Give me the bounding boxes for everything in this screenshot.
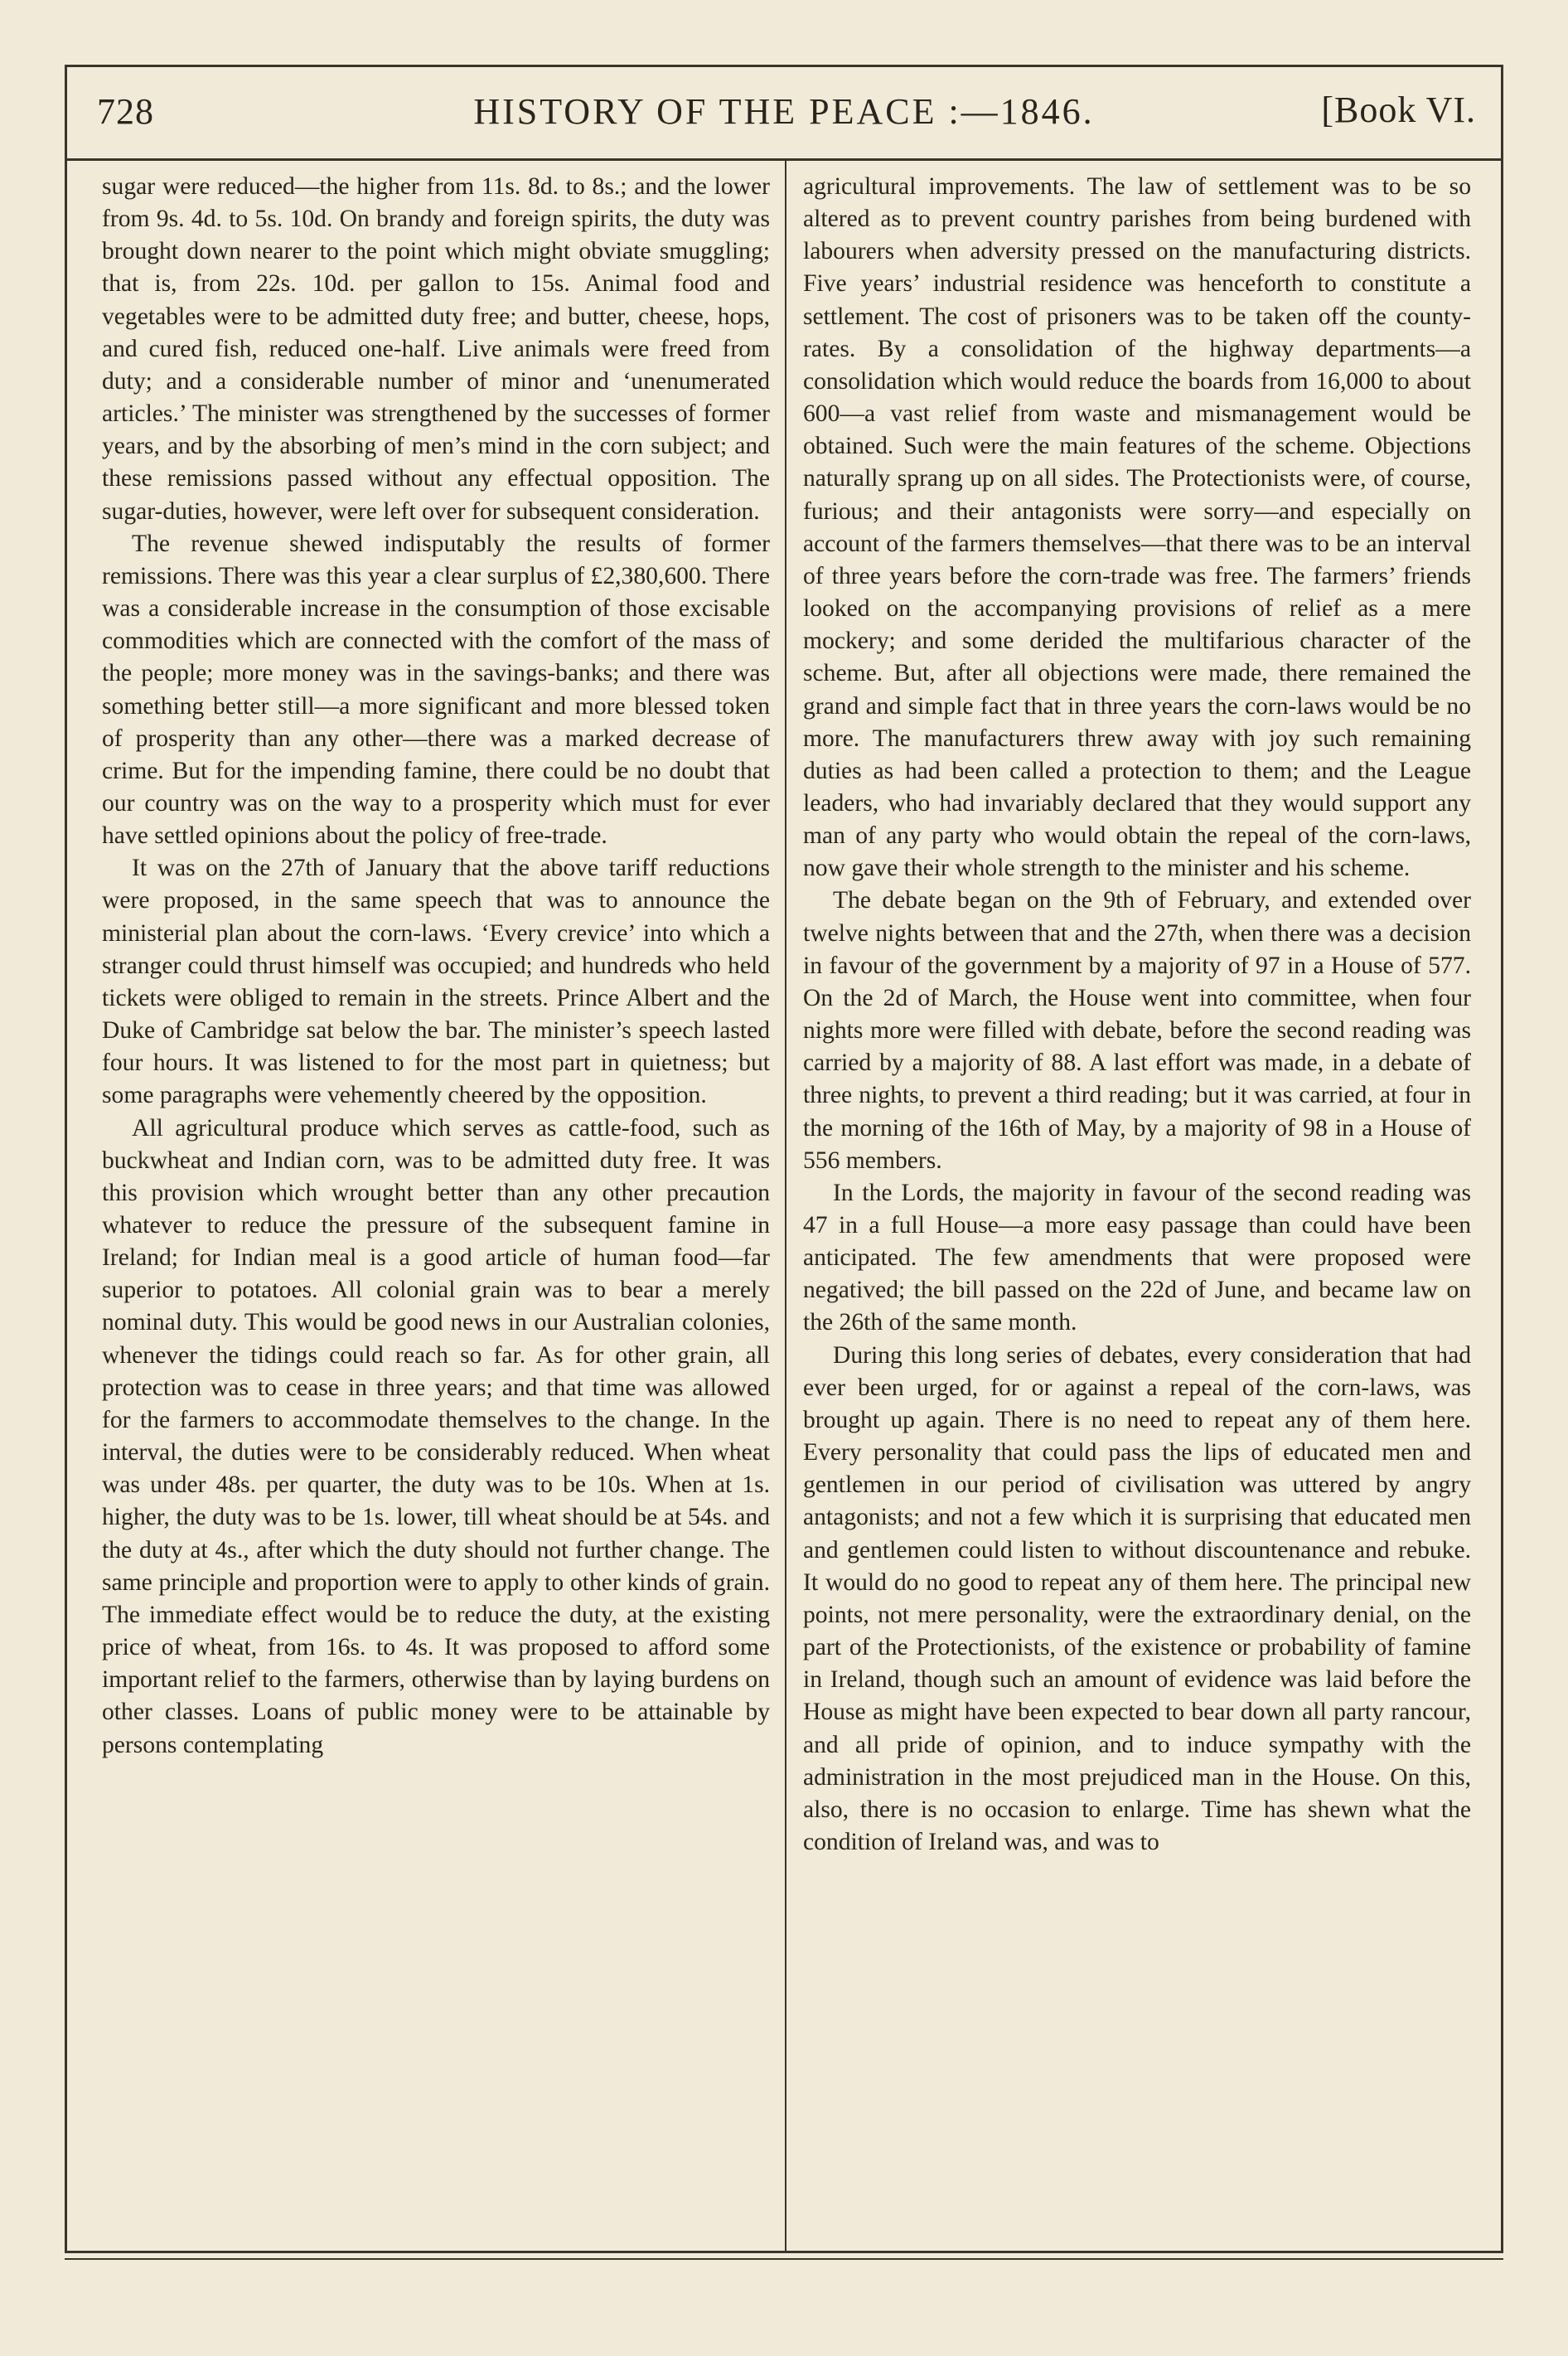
paragraph: agricultural improvements. The law of settlement was to be so altered as to prevent country parishes from being burdened with labourers when adversity pressed on the manufacturing districts. Five years’ industrial residence was henceforth to constitute a settlement. The cost of prisoners was to be taken off the county-rates. By a consolidation of the highway departments—a consolidation which would reduce the boards from 16,000 to about 600—a vast relief from waste and mismanagement would be obtained. Such were the main features of the scheme. Objections naturally sprang up on all sides. The Protectionists were, of course, furious; and their antagonists were sorry—and especially on account of the farmers themselves—that there was to be an interval of three years before the corn-trade was free. The farmers’ friends looked on the accompanying provisions of relief as a mere mockery; and some derided the multifarious character of the scheme. But, after all objections were made, there remained the grand and simple fact that in three years the corn-laws would be no more. The manufacturers threw away with joy such remaining duties as had been called a protection to them; and the League leaders, who had invariably declared that they would support any man of any party who would obtain the repeal of the corn-laws, now gave their whole strength to the minister and his scheme.	[803, 173, 1471, 882]
bottom-rule	[65, 2258, 1503, 2260]
left-column	[102, 171, 770, 2235]
paragraph: The revenue shewed indisputably the results of former remissions. There was this year a clear surplus of £2,380,600. There was a considerable increase in the consumption of those excisable commodities which are connected with the comfort of the mass of the people; more money was in the savings-banks; and there was something better still—a more significant and more blessed token of prosperity than any other—there was a marked decrease of crime. But for the impending famine, there could be no doubt that our country was on the way to a prosperity which must for ever have settled opinions about the policy of free-trade.	[102, 530, 770, 850]
paragraph: During this long series of debates, every consideration that had ever been urged, for or against a repeal of the corn-laws, was brought up again. There is no need to repeat any of them here. Every personality that could pass the lips of educated men and gentlemen in our period of civilisation was uttered by angry antagonists; and not a few which it is surprising that educated men and gentlemen could listen to without discountenance and rebuke. It would do no good to repeat any of them here. The principal new points, not mere personality, were the extraordinary denial, on the part of the Protectionists, of the existence or probability of famine in Ireland, though such an amount of evidence was laid before the House as might have been expected to bear down all party rancour, and all pride of opinion, and to induce sympathy with the administration in the most prejudiced man in the House. On this, also, there is no occasion to enlarge. Time has shewn what the condition of Ireland was, and was to	[803, 1341, 1471, 1855]
paragraph: It was on the 27th of January that the above tariff reductions were proposed, in the same speech that was to announce the ministerial plan about the corn-laws. ‘Every crevice’ into which a stranger could thrust himself was occupied; and hundreds who held tickets were obliged to remain in the streets. Prince Albert and the Duke of Cambridge sat below the bar. The minister’s speech lasted four hours. It was listened to for the most part in quietness; but some paragraphs were vehemently cheered by the opposition.	[102, 855, 770, 1109]
paragraph: All agricultural produce which serves as cattle-food, such as buckwheat and Indian corn, was to be admitted duty free. It was this provision which wrought better than any other precaution whatever to reduce the pressure of the subsequent famine in Ireland; for Indian meal is a good article of human food—far superior to potatoes. All colonial grain was to bear a merely nominal duty. This would be good news in our Australian colonies, whenever the tidings could reach so far. As for other grain, all protection was to cease in three years; and that time was allowed for the farmers to accommodate themselves to the change. In the interval, the duties were to be considerably reduced. When wheat was under 48s. per quarter, the duty was to be 10s. When at 1s. higher, the duty was to be 1s. lower, till wheat should be at 54s. and the duty at 4s., after which the duty should not further change. The same principle and proportion were to apply to other kinds of grain. The immediate effect would be to reduce the duty, at the existing price of wheat, from 16s. to 4s. It was proposed to afford some important relief to the farmers, otherwise than by laying burdens on other classes. Loans of public money were to be attainable by persons contemplating	[102, 1114, 770, 1758]
paragraph: The debate began on the 9th of February, and extended over twelve nights between that and the 27th, when there was a decision in favour of the government by a majority of 97 in a House of 577. On the 2d of March, the House went into committee, when four nights more were filled with debate, before the second reading was carried by a majority of 88. A last effort was made, in a debate of three nights, to prevent a third reading; but it was carried, at four in the morning of the 16th of May, by a majority of 98 in a House of 556 members.	[803, 887, 1471, 1174]
paragraph: In the Lords, the majority in favour of the second reading was 47 in a full House—a more easy passage than could have been anticipated. The few amendments that were proposed were negatived; the bill passed on the 22d of June, and became law on the 26th of the same month.	[803, 1179, 1471, 1336]
paragraph: sugar were reduced—the higher from 11s. 8d. to 8s.; and the lower from 9s. 4d. to 5s. 10d. On brandy and foreign spirits, the duty was brought down nearer to the point which might obviate smuggling; that is, from 22s. 10d. per gallon to 15s. Animal food and vegetables were to be admitted duty free; and butter, cheese, hops, and cured fish, reduced one-half. Live animals were freed from duty; and a considerable number of minor and ‘unenumerated articles.’ The minister was strengthened by the successes of former years, and by the absorbing of men’s mind in the corn subject; and these remissions passed without any effectual opposition. The sugar-duties, however, were left over for subsequent consideration.	[102, 173, 770, 525]
book-page	[65, 65, 1503, 2253]
book-label: [Book VI.	[1321, 90, 1476, 130]
right-column	[803, 171, 1471, 2235]
running-header	[67, 67, 1501, 161]
column-divider	[785, 160, 786, 2251]
page-number: 728	[97, 91, 154, 132]
running-title: HISTORY OF THE PEACE :—1846.	[473, 91, 1095, 132]
